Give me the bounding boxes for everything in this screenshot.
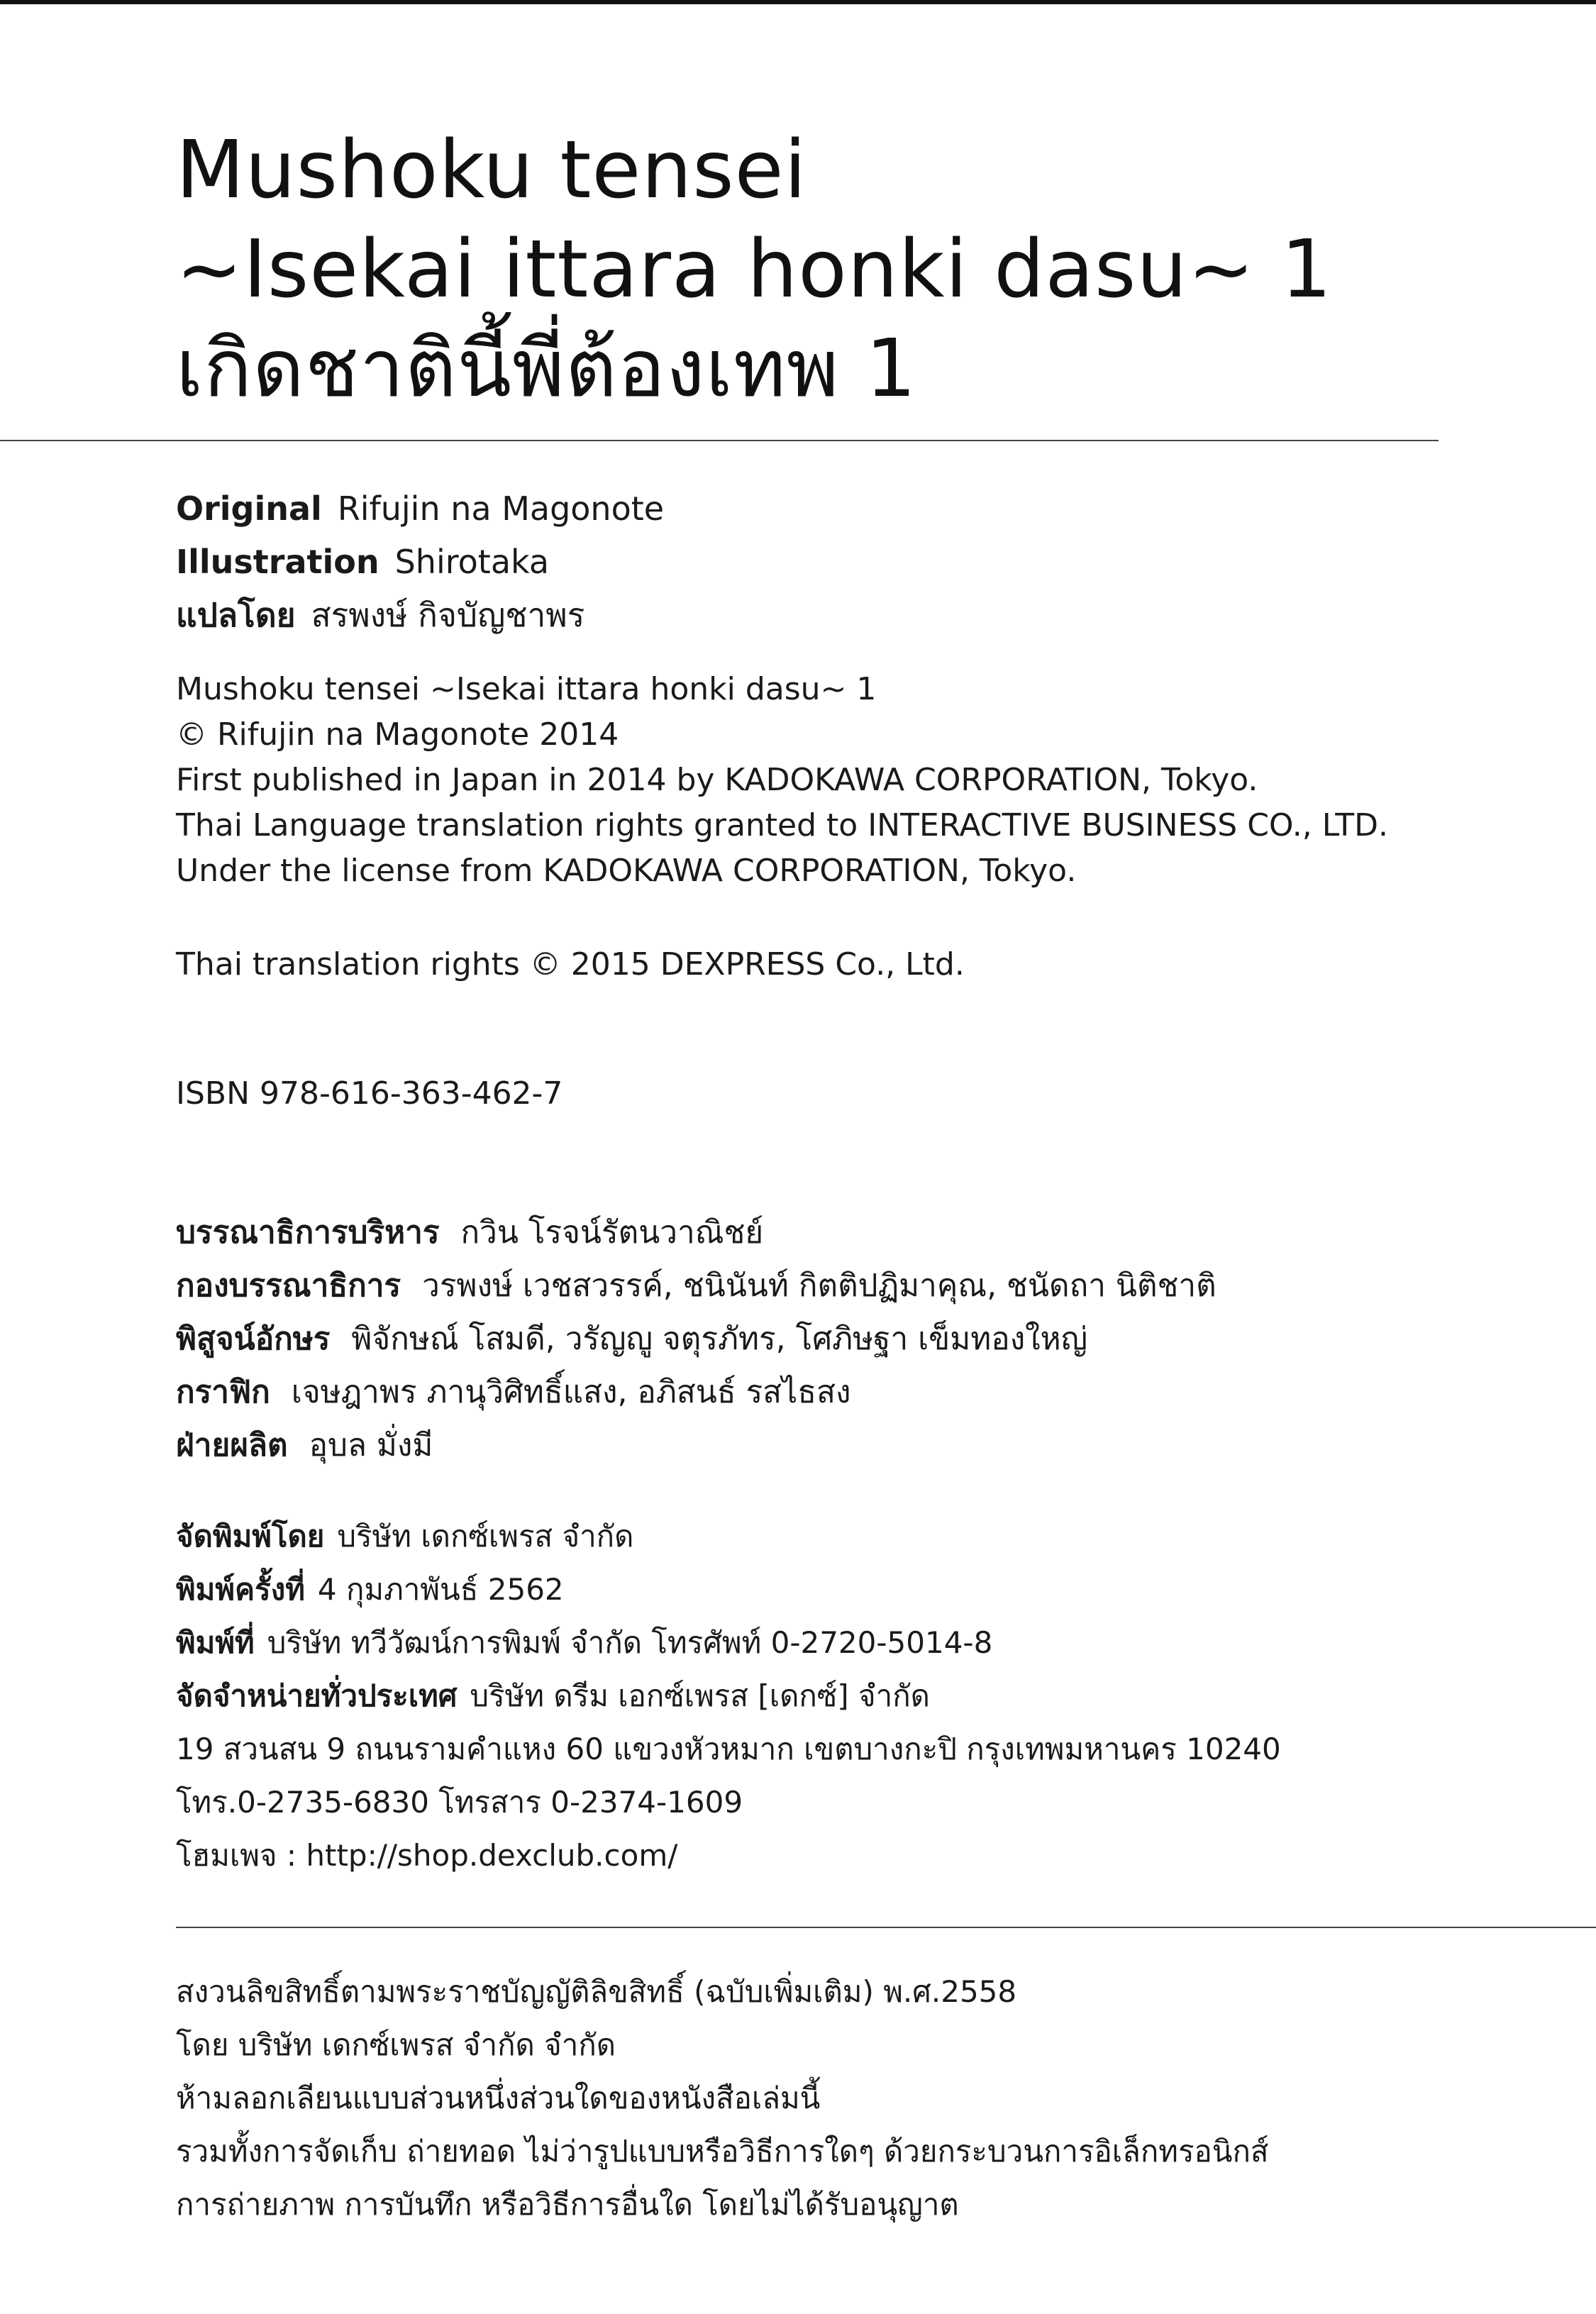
divider-bottom xyxy=(176,1927,1596,1928)
address-row xyxy=(176,1722,1281,1776)
pub-label: จัดจำหน่ายทั่วประเทศ xyxy=(176,1678,458,1713)
staff-value: วรพงษ์ เวชสวรรค์, ชนินันท์ กิตติปฏิมาคุณ, ชนัดถา นิติชาติ xyxy=(422,1268,1217,1304)
credits-block xyxy=(176,482,664,642)
staff-row xyxy=(176,1366,1217,1419)
copyright-line: © Rifujin na Magonote 2014 xyxy=(176,716,619,753)
staff-block xyxy=(176,1206,1217,1472)
printer-row xyxy=(176,1616,1281,1669)
staff-label: บรรณาธิการบริหาร xyxy=(176,1214,440,1251)
copyright-line: Thai Language translation rights granted to INTERACTIVE BUSINESS CO., LTD. xyxy=(176,807,1388,843)
legal-notice xyxy=(176,1965,1269,2231)
legal-line: การถ่ายภาพ การบันทึก หรือวิธีการอื่นใด โดยไม่ได้รับอนุญาต xyxy=(176,2187,959,2222)
divider-top xyxy=(0,440,1439,441)
pub-value: โทร.0-2735-6830 โทรสาร 0-2374-1609 xyxy=(176,1785,743,1820)
credit-label: Original xyxy=(176,489,322,528)
pub-value: โฮมเพจ : http://shop.dexclub.com/ xyxy=(176,1838,678,1873)
pub-value: บริษัท ทวีวัฒน์การพิมพ์ จำกัด โทรศัพท์ 0-2720-5014-8 xyxy=(267,1625,993,1660)
legal-line: สงวนลิขสิทธิ์ตามพระราชบัญญัติลิขสิทธิ์ (ฉบับเพิ่มเติม) พ.ศ.2558 xyxy=(176,1974,1017,2009)
staff-value: พิจักษณ์ โสมดี, วรัญญู จตุรภัทร, โศภิษฐา เข็มทองใหญ่ xyxy=(351,1321,1088,1357)
pub-value: บริษัท เดกซ์เพรส จำกัด xyxy=(337,1519,634,1554)
staff-value: กวิน โรจน์รัตนวาณิชย์ xyxy=(460,1214,764,1251)
staff-label: กราฟิก xyxy=(176,1374,270,1410)
title-line-thai: เกิดชาตินี้พี่ต้องเทพ 1 xyxy=(176,323,917,415)
title-line-2: ~Isekai ittara honki dasu~ 1 xyxy=(176,223,1333,316)
legal-line: โดย บริษัท เดกซ์เพรส จำกัด จำกัด xyxy=(176,2027,616,2062)
pub-value: 4 กุมภาพันธ์ 2562 xyxy=(317,1572,564,1607)
copyright-line: Mushoku tensei ~Isekai ittara honki dasu~ 1 xyxy=(176,671,877,707)
copyright-line: Under the license from KADOKAWA CORPORATION, Tokyo. xyxy=(176,853,1077,889)
phone-row xyxy=(176,1776,1281,1829)
publisher-row xyxy=(176,1510,1281,1563)
staff-label: กองบรรณาธิการ xyxy=(176,1268,401,1304)
top-border xyxy=(0,0,1596,4)
pub-label: จัดพิมพ์โดย xyxy=(176,1519,325,1554)
credit-illustration xyxy=(176,536,664,589)
edition-row xyxy=(176,1563,1281,1616)
credit-original xyxy=(176,482,664,536)
pub-label: พิมพ์ครั้งที่ xyxy=(176,1572,305,1607)
staff-row xyxy=(176,1312,1217,1366)
credit-value: Shirotaka xyxy=(394,543,550,581)
copyright-block xyxy=(176,667,1388,894)
credit-label: Illustration xyxy=(176,543,379,581)
staff-label: ฝ่ายผลิต xyxy=(176,1427,288,1463)
title-line-1: Mushoku tensei xyxy=(176,124,807,216)
pub-value: บริษัท ดรีม เอกซ์เพรส [เดกซ์] จำกัด xyxy=(470,1678,930,1713)
book-title xyxy=(176,121,1332,419)
credit-value: สรพงษ์ กิจบัญชาพร xyxy=(311,596,585,634)
staff-row xyxy=(176,1206,1217,1259)
staff-value: อุบล มั่งมี xyxy=(309,1427,433,1463)
thai-translation-rights: Thai translation rights © 2015 DEXPRESS Co., Ltd. xyxy=(176,946,965,982)
staff-row xyxy=(176,1419,1217,1472)
credit-value: Rifujin na Magonote xyxy=(337,489,665,528)
isbn: ISBN 978-616-363-462-7 xyxy=(176,1075,563,1112)
credit-translator xyxy=(176,589,664,642)
distributor-row xyxy=(176,1669,1281,1722)
staff-value: เจษฎาพร ภานุวิศิทธิ์แสง, อภิสนธ์ รสไธสง xyxy=(291,1374,851,1410)
homepage-row xyxy=(176,1829,1281,1882)
pub-value: 19 สวนสน 9 ถนนรามคำแหง 60 แขวงหัวหมาก เขตบางกะปิ กรุงเทพมหานคร 10240 xyxy=(176,1732,1281,1766)
staff-label: พิสูจน์อักษร xyxy=(176,1321,331,1357)
staff-row xyxy=(176,1259,1217,1312)
legal-line: ห้ามลอกเลียนแบบส่วนหนึ่งส่วนใดของหนังสือเล่มนี้ xyxy=(176,2081,821,2115)
copyright-line: First published in Japan in 2014 by KADOKAWA CORPORATION, Tokyo. xyxy=(176,762,1258,798)
credit-label: แปลโดย xyxy=(176,596,296,634)
legal-line: รวมทั้งการจัดเก็บ ถ่ายทอด ไม่ว่ารูปแบบหรือวิธีการใดๆ ด้วยกระบวนการอิเล็กทรอนิกส์ xyxy=(176,2134,1269,2169)
pub-label: พิมพ์ที่ xyxy=(176,1625,255,1660)
publishing-block xyxy=(176,1510,1281,1882)
